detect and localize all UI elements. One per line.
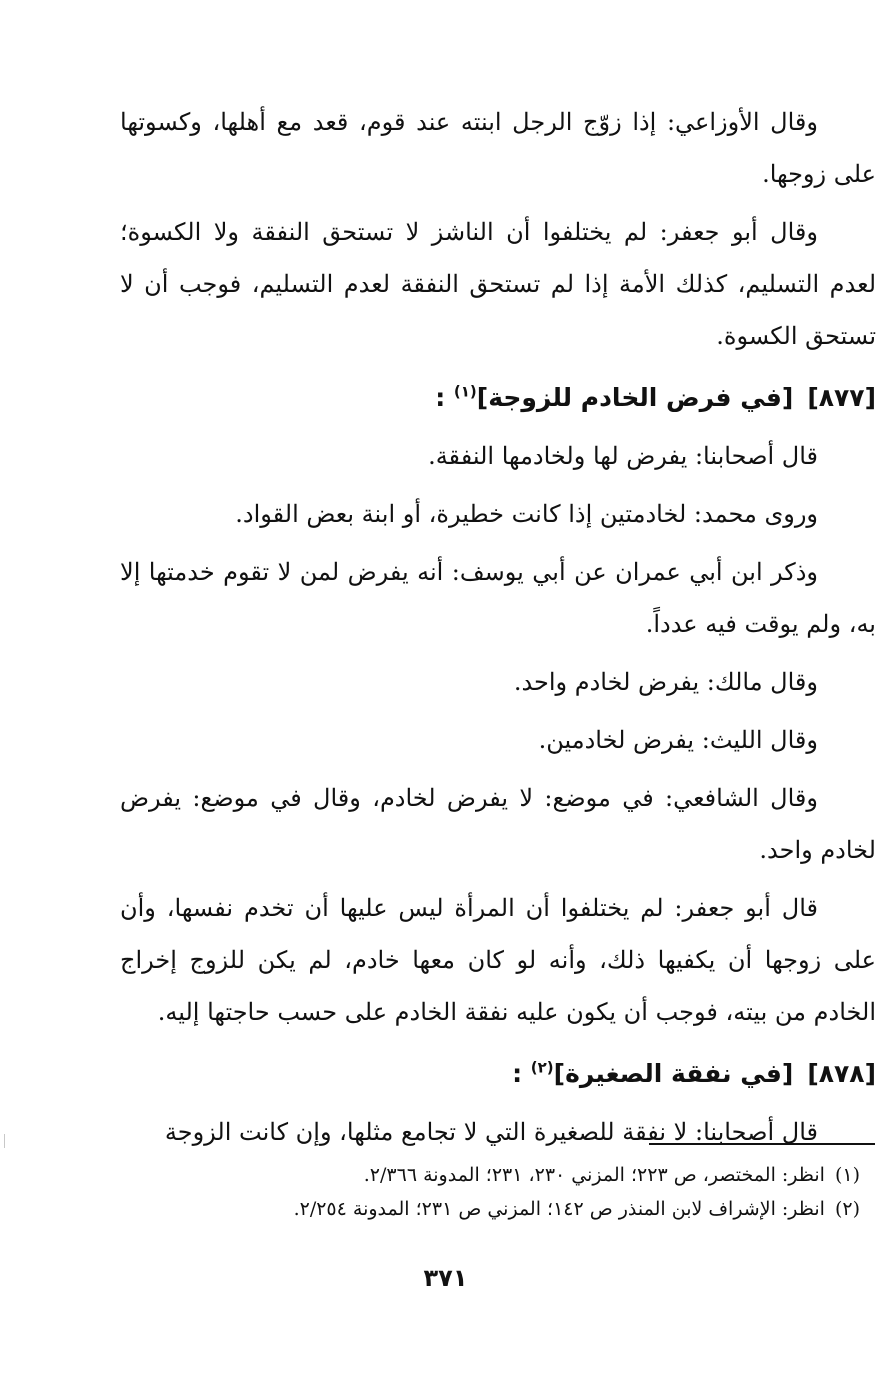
paragraph-ashabuna-1: قال أصحابنا: يفرض لها ولخادمها النفقة. [428, 442, 818, 470]
paragraph-layth: وقال الليث: يفرض لخادمين. [538, 726, 818, 754]
section-title: [في فرض الخادم للزوجة] [476, 383, 794, 412]
main-text [120, 96, 876, 1164]
paragraph-abu-jafar-2: قال أبو جعفر: لم يختلفوا أن المرأة ليس عليها أن تخدم نفسها، وأن على زوجها أن يكفيها ذلك، وأنه لو كان معها خادم، لم يكن للزوج إخراج الخادم من بيته، فوجب أن يكون عليه نفقة الخادم على حسب حاجتها إليه. [120, 894, 876, 1026]
scan-artifact [4, 1134, 5, 1148]
paragraph-abu-jafar-1: وقال أبو جعفر: لم يختلفوا أن الناشز لا تستحق النفقة ولا الكسوة؛ لعدم التسليم، كذلك الأمة إذا لم تستحق النفقة لعدم التسليم، فوجب أن لا تستحق الكسوة. [120, 218, 876, 350]
paragraph-ibn-abi-imran: وذكر ابن أبي عمران عن أبي يوسف: أنه يفرض لمن لا تقوم خدمتها إلا به، ولم يوقت فيه عدداً. [120, 558, 876, 638]
section-heading-877 [120, 372, 876, 424]
section-number: [٨٧٨] [807, 1059, 876, 1088]
section-heading-878 [120, 1048, 876, 1100]
paragraph-muhammad: وروى محمد: لخادمتين إذا كانت خطيرة، أو ابنة بعض القواد. [235, 500, 818, 528]
paragraph-awzai: وقال الأوزاعي: إذا زوّج الرجل ابنته عند قوم، قعد مع أهلها، وكسوتها على زوجها. [120, 108, 876, 188]
paragraph-malik: وقال مالك: يفرض لخادم واحد. [513, 668, 818, 696]
heading-colon: : [435, 383, 454, 412]
paragraph-ashabuna-2: قال أصحابنا: لا نفقة للصغيرة التي لا تجامع مثلها، وإن كانت الزوجة [164, 1118, 818, 1146]
footnote-number: (٢) [834, 1198, 860, 1220]
paragraph-shafii: وقال الشافعي: في موضع: لا يفرض لخادم، وقال في موضع: يفرض لخادم واحد. [120, 784, 876, 864]
footnote-1 [120, 1158, 860, 1192]
section-number: [٨٧٧] [807, 383, 876, 412]
footnote-text: انظر: المختصر، ص ٢٢٣؛ المزني ٢٣٠، ٢٣١؛ المدونة ٢/٣٦٦. [363, 1164, 825, 1186]
footnote-divider [649, 1143, 875, 1145]
footnote-2 [120, 1192, 860, 1226]
footnote-text: انظر: الإشراف لابن المنذر ص ١٤٢؛ المزني ص ٢٣١؛ المدونة ٢/٢٥٤. [293, 1198, 825, 1220]
page-number: ٣٧١ [423, 1264, 468, 1292]
footnote-ref[interactable]: (٢) [530, 1058, 554, 1077]
footnote-ref[interactable]: (١) [453, 382, 477, 401]
heading-colon: : [512, 1059, 531, 1088]
footnote-number: (١) [834, 1164, 860, 1186]
footnotes [120, 1158, 860, 1226]
section-title: [في نفقة الصغيرة] [553, 1059, 794, 1088]
